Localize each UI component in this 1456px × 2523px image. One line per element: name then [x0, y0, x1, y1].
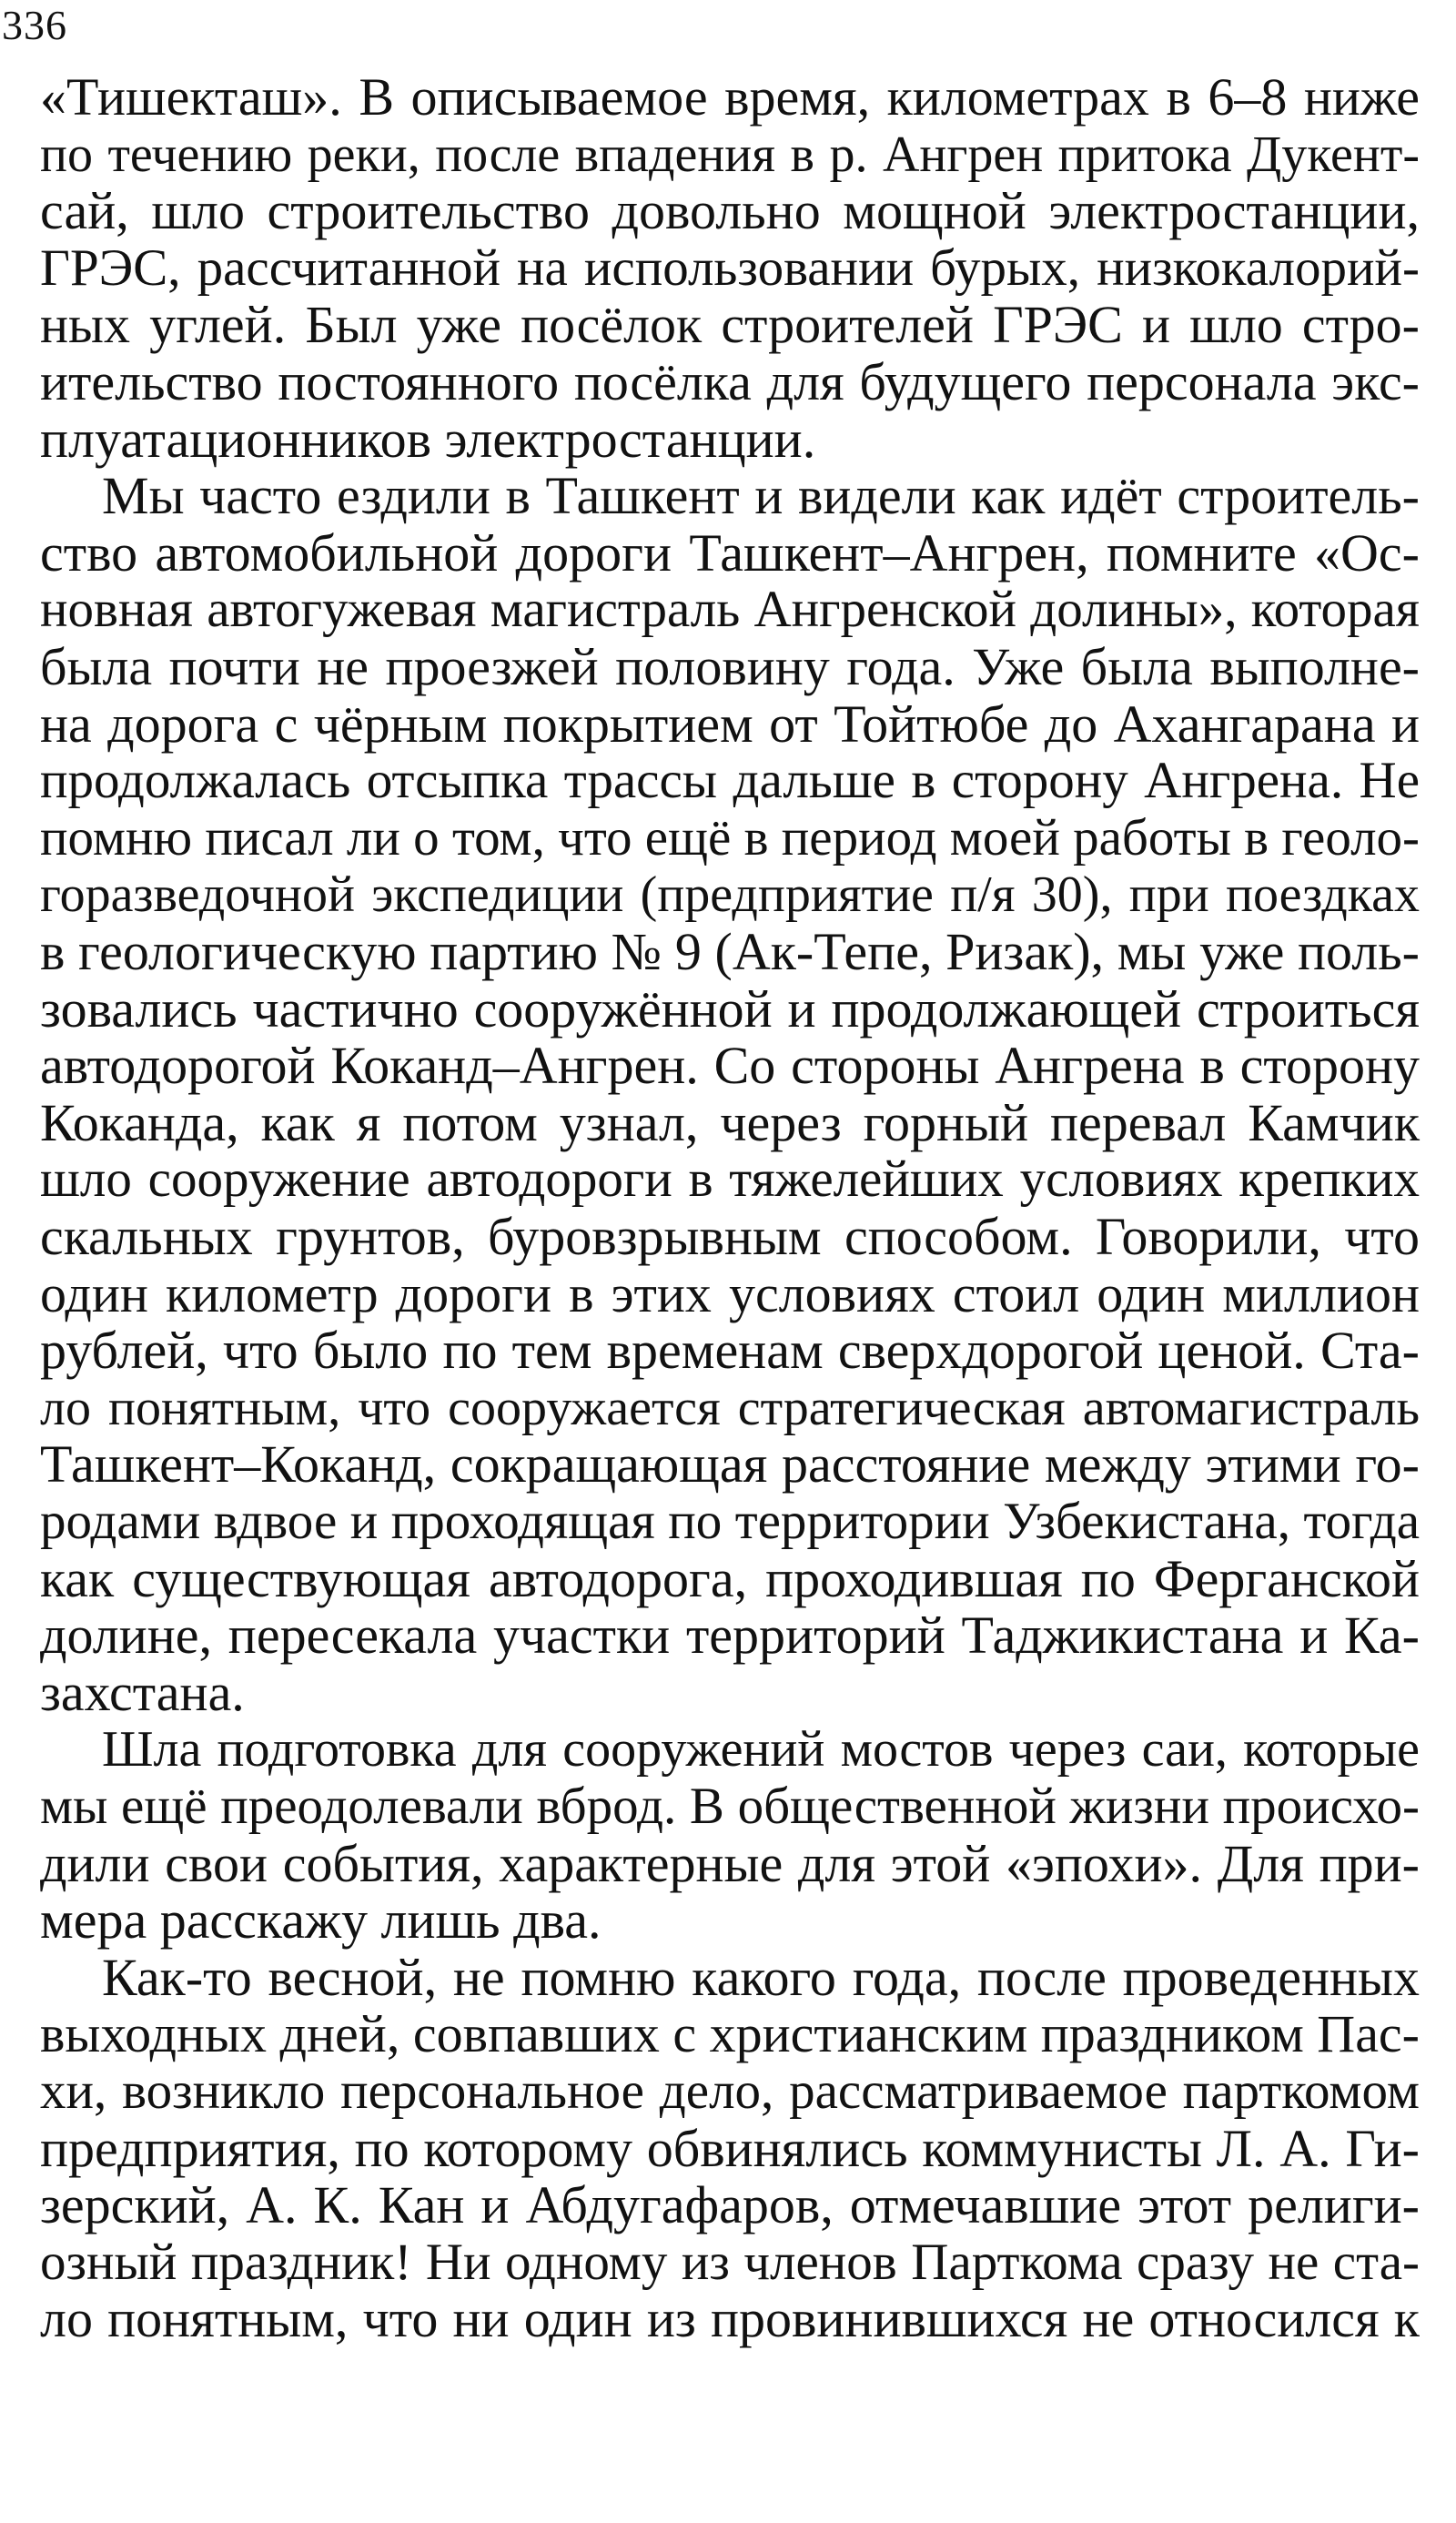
text-line: шло сооружение автодороги в тяжелейших условиях крепких: [40, 1150, 1420, 1209]
text-line: рублей, что было по тем временам сверхдорогой ценой. Ста-: [40, 1321, 1420, 1381]
text-line: горазведочной экспедиции (предприятие п/я 30), при поездках: [40, 866, 1420, 924]
text-line: ГРЭС, рассчитанной на использовании бурых, низкокалорий-: [40, 238, 1420, 297]
text-line: зерский, А. К. Кан и Абдугафаров, отмечавшие этот религи-: [40, 2175, 1420, 2235]
text-line: плуатационников электростанции.: [40, 409, 816, 469]
text-line: Шла подготовка для сооружений мостов через саи, которые: [102, 1721, 1420, 1778]
text-line: ство автомобильной дороги Ташкент–Ангрен, помните «Ос-: [40, 522, 1420, 583]
text-line: мы ещё преодолевали вброд. В общественной жизни происхо-: [40, 1778, 1420, 1835]
text-line: в геологическую партию № 9 (Ак-Тепе, Ризак), мы уже поль-: [40, 922, 1420, 981]
text-line: хи, возникло персональное дело, рассматриваемое парткомом: [40, 2062, 1420, 2120]
text-line: «Тишекташ». В описываемое время, километрах в 6–8 ниже: [40, 67, 1420, 127]
text-line: родами вдвое и проходящая по территории Узбекистана, тогда: [40, 1493, 1420, 1550]
text-line: ительство постоянного посёлка для будущего персонала экс-: [40, 352, 1420, 411]
text-line: ных углей. Был уже посёлок строителей ГРЭС и шло стро-: [40, 295, 1420, 355]
text-line: Ташкент–Коканд, сокращающая расстояние между этими го-: [40, 1434, 1420, 1495]
text-line: ло понятным, что сооружается стратегическая автомагистраль: [40, 1379, 1420, 1436]
text-line: ло понятным, что ни один из провинившихся не относился к: [40, 2289, 1420, 2349]
text-line: Коканда, как я потом узнал, через горный перевал Камчик: [40, 1092, 1420, 1152]
text-line: захстана.: [40, 1662, 245, 1722]
page-number: 336: [2, 2, 67, 48]
text-line: долине, пересекала участки территорий Таджикистана и Ка-: [40, 1606, 1420, 1666]
text-line: озный праздник! Ни одному из членов Парткома сразу не ста-: [40, 2233, 1420, 2291]
text-line: выходных дней, совпавших с христианским праздником Пас-: [40, 2004, 1420, 2064]
text-line: зовались частично сооружённой и продолжающей строиться: [40, 978, 1420, 1039]
text-line: дили свои события, характерные для этой «эпохи». Для при-: [40, 1833, 1420, 1893]
text-line: предприятия, по которому обвинялись коммунисты Л. А. Ги-: [40, 2118, 1420, 2178]
text-line: Как-то весной, не помню какого года, после проведенных: [102, 1947, 1420, 2007]
text-line: сай, шло строительство довольно мощной электростанции,: [40, 181, 1420, 241]
text-line: была почти не проезжей половину года. Уже была выполне-: [40, 637, 1420, 696]
text-line: как существующая автодорога, проходившая по Ферганской: [40, 1548, 1420, 1608]
text-line: автодорогой Коканд–Ангрен. Со стороны Ангрена в сторону: [40, 1036, 1420, 1096]
text-line: на дорога с чёрным покрытием от Тойтюбе до Ахангарана и: [40, 694, 1420, 754]
text-line: новная автогужевая магистраль Ангренской долины», которая: [40, 581, 1420, 639]
text-line: Мы часто ездили в Ташкент и видели как идёт строитель-: [102, 466, 1420, 526]
text-line: помню писал ли о том, что ещё в период моей работы в геоло-: [40, 808, 1420, 866]
text-line: по течению реки, после впадения в р. Ангрен притока Дукент-: [40, 126, 1420, 183]
text-line: один километр дороги в этих условиях стоил один миллион: [40, 1263, 1420, 1323]
text-line: продолжалась отсыпка трассы дальше в сторону Ангрена. Не: [40, 752, 1420, 810]
text-line: мера расскажу лишь два.: [40, 1890, 602, 1951]
text-line: скальных грунтов, буровзрывным способом. Говорили, что: [40, 1207, 1420, 1266]
